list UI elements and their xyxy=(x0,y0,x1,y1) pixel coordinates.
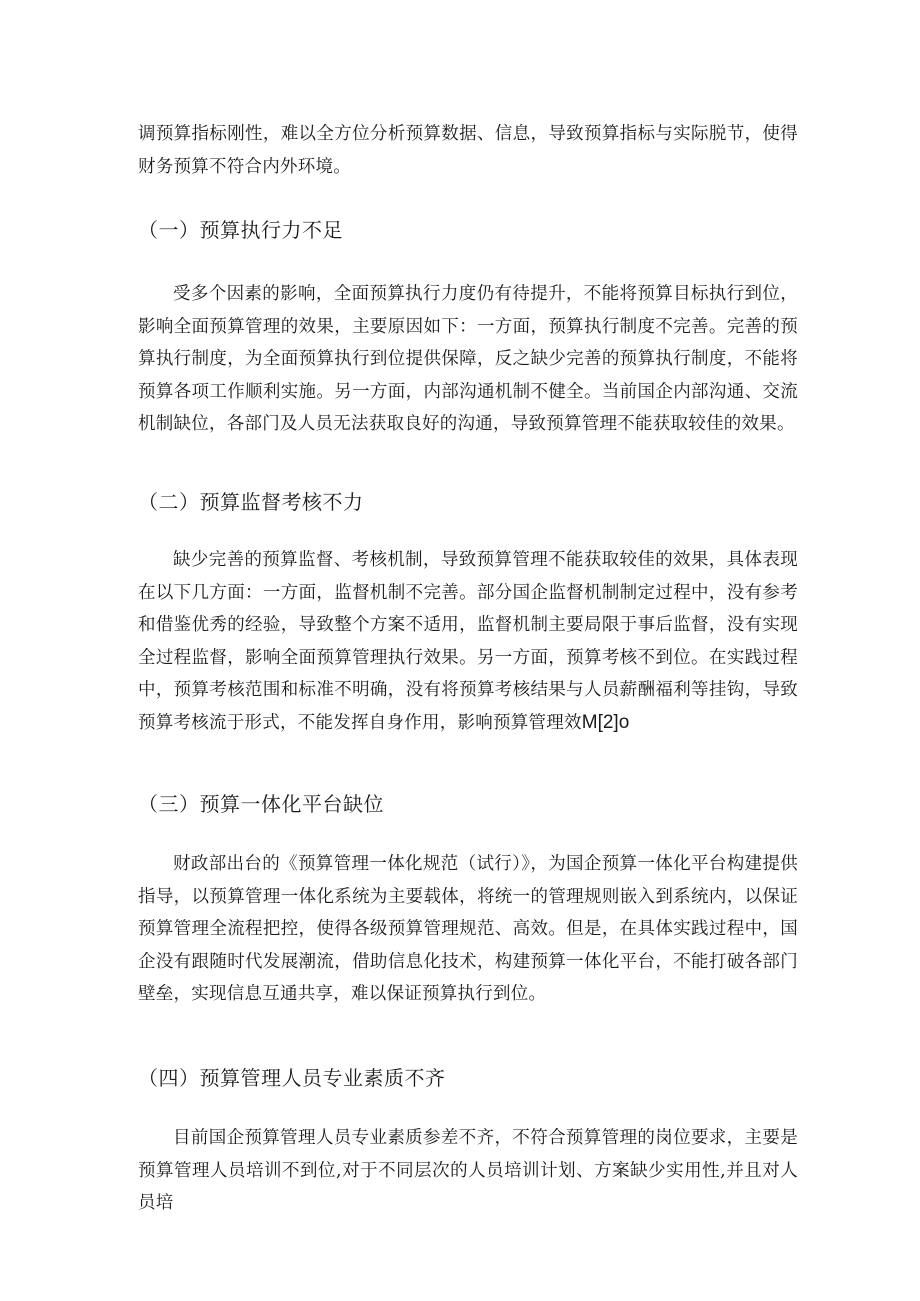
section-heading-1: （一）预算执行力不足 xyxy=(138,218,343,242)
section-body-4: 目前国企预算管理人员专业素质参差不齐，不符合预算管理的岗位要求，主要是预算管理人员培训不到位,对于不同层次的人员培训计划、方案缺少实用性,并且对人员培 xyxy=(138,1128,798,1214)
section-body-3: 财政部出台的《预算管理一体化规范（试行）》，为国企预算一体化平台构建提供指导，以预算管理一体化系统为主要载体，将统一的管理规则嵌入到系统内，以保证预算管理全流程把控，使得各级预算管理规范、高效。但是，在具体实践过程中，国企没有跟随时代发展潮流，借助信息化技术，构建预算一体化平台，不能打破各部门壁垒，实现信息互通共享，难以保证预算执行到位。 xyxy=(138,854,798,1005)
section-body-2 xyxy=(138,544,798,740)
intro-paragraph: 调预算指标刚性，难以全方位分析预算数据、信息，导致预算指标与实际脱节，使得财务预算不符合内外环境。 xyxy=(138,124,798,177)
section-heading-3: （三）预算一体化平台缺位 xyxy=(138,792,384,816)
citation-marker: M[2]o xyxy=(581,711,630,733)
section-body-1: 受多个因素的影响，全面预算执行力度仍有待提升，不能将预算目标执行到位，影响全面预算管理的效果，主要原因如下：一方面，预算执行制度不完善。完善的预算执行制度，为全面预算执行到位提供保障，反之缺少完善的预算执行制度，不能将预算各项工作顺利实施。另一方面，内部沟通机制不健全。当前国企内部沟通、交流机制缺位，各部门及人员无法获取良好的沟通，导致预算管理不能获取较佳的效果。 xyxy=(138,284,798,435)
section-heading-2: （二）预算监督考核不力 xyxy=(138,490,364,514)
section-body-2-text: 缺少完善的预算监督、考核机制，导致预算管理不能获取较佳的效果，具体表现在以下几方面：一方面，监督机制不完善。部分国企监督机制制定过程中，没有参考和借鉴优秀的经验，导致整个方案不适用，监督机制主要局限于事后监督，没有实现全过程监督，影响全面预算管理执行效果。另一方面，预算考核不到位。在实践过程中，预算考核范围和标准不明确，没有将预算考核结果与人员薪酬福利等挂钩，导致预算考核流于形式，不能发挥自身作用，影响预算管理效 xyxy=(138,550,798,733)
section-heading-4: （四）预算管理人员专业素质不齐 xyxy=(138,1066,446,1090)
